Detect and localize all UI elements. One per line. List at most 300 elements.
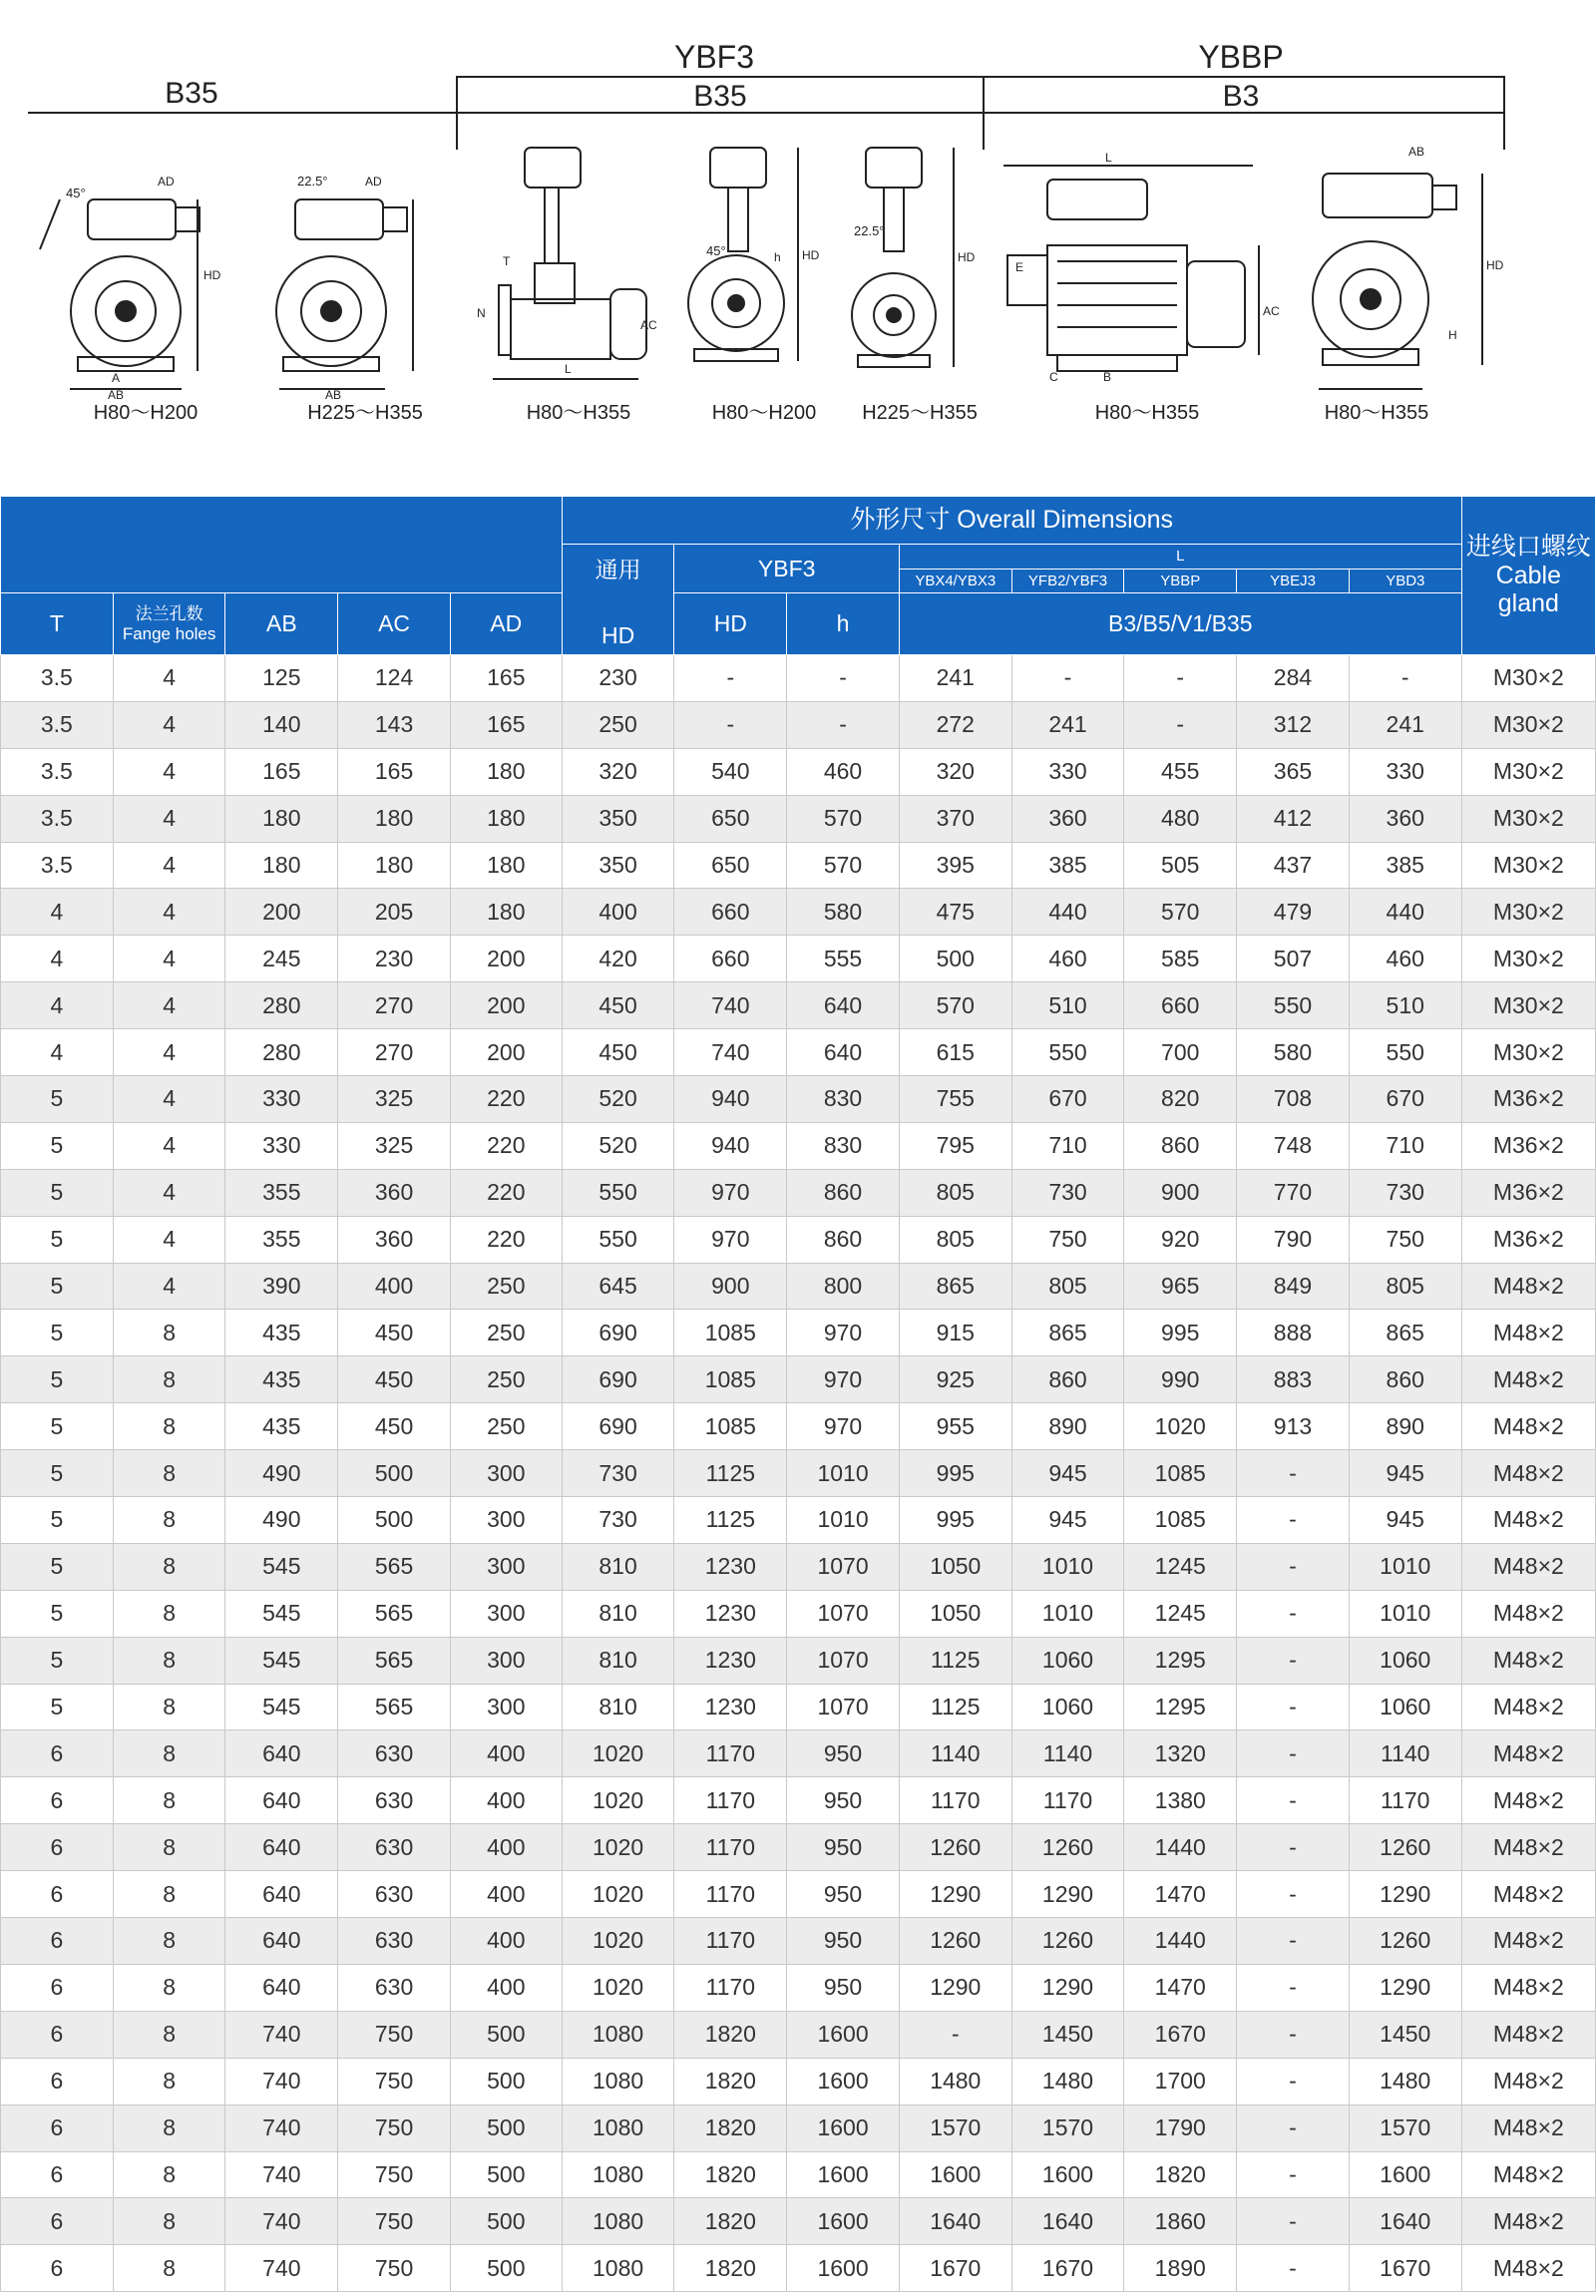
table-cell: 888 (1237, 1310, 1350, 1356)
table-row (1, 2245, 1596, 2292)
table-cell: 740 (225, 2151, 338, 2198)
table-cell: 1600 (787, 2011, 900, 2058)
table-cell: 6 (1, 2198, 114, 2245)
header-overall-dimensions: 外形尺寸 Overall Dimensions (562, 497, 1461, 545)
table-cell: 970 (674, 1169, 787, 1216)
table-cell: M48×2 (1461, 2151, 1595, 2198)
table-cell: 545 (225, 1637, 338, 1684)
dim-c-6: C (1049, 370, 1058, 384)
mount-label-b3-right: B3 (1222, 80, 1260, 113)
table-row (1, 1824, 1596, 1871)
angle-label-1: 45° (66, 186, 86, 200)
dim-ad-1: AD (158, 175, 175, 189)
end-view-h80-h200 (40, 199, 200, 389)
table-row (1, 1871, 1596, 1918)
header-h: h (787, 593, 900, 655)
table-cell: 1010 (1349, 1543, 1461, 1590)
table-cell: M36×2 (1461, 1076, 1595, 1123)
table-cell: 1020 (562, 1964, 674, 2011)
table-cell: 1480 (1011, 2058, 1124, 2105)
table-cell: 1050 (899, 1590, 1011, 1637)
table-cell: 330 (225, 1076, 338, 1123)
table-cell: 810 (562, 1543, 674, 1590)
table-cell: M48×2 (1461, 1543, 1595, 1590)
table-cell: 630 (338, 1824, 451, 1871)
table-cell: 180 (450, 842, 562, 889)
header-l-series (900, 570, 1461, 592)
table-cell: 945 (1349, 1450, 1461, 1497)
table-cell: 1010 (1011, 1590, 1124, 1637)
table-cell: 670 (1349, 1076, 1461, 1123)
table-cell: 3.5 (1, 842, 114, 889)
table-cell: 965 (1124, 1263, 1237, 1310)
table-cell: 360 (1349, 795, 1461, 842)
table-row (1, 936, 1596, 982)
table-cell: 6 (1, 2058, 114, 2105)
header-series-ybx4: YBX4/YBX3 (900, 570, 1012, 592)
table-cell: 740 (674, 982, 787, 1029)
table-cell: 1070 (787, 1543, 900, 1590)
view-caption-6: H80～H355 (1094, 402, 1200, 424)
table-cell: 630 (338, 1730, 451, 1777)
table-cell: 740 (225, 2105, 338, 2151)
table-cell: 165 (338, 748, 451, 795)
table-cell: 565 (338, 1684, 451, 1730)
table-cell: 1140 (899, 1730, 1011, 1777)
table-cell: 1085 (674, 1356, 787, 1403)
mount-label-b35-left: B35 (165, 77, 218, 110)
table-cell: 550 (1349, 1029, 1461, 1076)
table-cell: 1295 (1124, 1637, 1237, 1684)
table-cell: 241 (899, 655, 1011, 702)
view-caption-1: H80～H200 (93, 402, 199, 424)
table-cell: - (1237, 2011, 1350, 2058)
table-cell: 400 (450, 1964, 562, 2011)
table-cell: 740 (225, 2011, 338, 2058)
table-cell: 710 (1349, 1122, 1461, 1169)
table-cell: 750 (338, 2011, 451, 2058)
table-cell: 440 (1011, 889, 1124, 936)
table-cell: 1480 (1349, 2058, 1461, 2105)
table-cell: 750 (338, 2151, 451, 2198)
table-cell: 1080 (562, 2198, 674, 2245)
table-cell: 849 (1237, 1263, 1350, 1310)
table-cell: 1290 (899, 1871, 1011, 1918)
header-general (562, 545, 674, 655)
table-cell: M30×2 (1461, 748, 1595, 795)
table-cell: - (1237, 1918, 1350, 1965)
table-cell: 550 (1237, 982, 1350, 1029)
table-cell: 200 (450, 1029, 562, 1076)
table-row (1, 1684, 1596, 1730)
table-cell: 270 (338, 1029, 451, 1076)
table-cell: 5 (1, 1169, 114, 1216)
table-cell: - (899, 2011, 1011, 2058)
table-cell: 360 (1011, 795, 1124, 842)
table-cell: 320 (562, 748, 674, 795)
table-cell: 479 (1237, 889, 1350, 936)
table-cell: 640 (225, 1871, 338, 1918)
header-ab: AB (225, 593, 338, 655)
table-cell: 755 (899, 1076, 1011, 1123)
table-cell: 5 (1, 1590, 114, 1637)
table-cell: 890 (1011, 1403, 1124, 1450)
table-cell: - (787, 701, 900, 748)
end-view-h225-h355 (276, 199, 413, 389)
header-cable-gland-en: Cable gland (1495, 561, 1561, 618)
table-cell: 250 (450, 1356, 562, 1403)
table-cell: 450 (562, 1029, 674, 1076)
table-cell: 805 (899, 1169, 1011, 1216)
table-cell: 1820 (1124, 2151, 1237, 2198)
table-cell: - (674, 701, 787, 748)
table-cell: 1570 (1349, 2105, 1461, 2151)
table-cell: 500 (899, 936, 1011, 982)
table-cell: 505 (1124, 842, 1237, 889)
table-cell: M48×2 (1461, 1777, 1595, 1824)
table-cell: 205 (338, 889, 451, 936)
table-cell: 165 (450, 701, 562, 748)
table-row (1, 655, 1596, 702)
header-series-ybd3: YBD3 (1386, 573, 1425, 589)
table-cell: 630 (338, 1918, 451, 1965)
table-cell: 5 (1, 1450, 114, 1497)
table-cell: 1020 (1124, 1403, 1237, 1450)
table-cell: 1170 (674, 1777, 787, 1824)
table-cell: 1820 (674, 2105, 787, 2151)
table-cell: 6 (1, 1918, 114, 1965)
table-cell: 805 (1349, 1263, 1461, 1310)
table-cell: 1230 (674, 1637, 787, 1684)
table-cell: M48×2 (1461, 1637, 1595, 1684)
table-cell: M30×2 (1461, 936, 1595, 982)
table-cell: 650 (674, 795, 787, 842)
table-cell: 220 (450, 1076, 562, 1123)
table-cell: 1295 (1124, 1684, 1237, 1730)
table-cell: M48×2 (1461, 1310, 1595, 1356)
table-cell: 640 (787, 982, 900, 1029)
table-cell: 795 (899, 1122, 1011, 1169)
table-cell: 8 (113, 1543, 225, 1590)
table-cell: 5 (1, 1497, 114, 1544)
table-cell: 1080 (562, 2105, 674, 2151)
table-cell: 8 (113, 2011, 225, 2058)
table-cell: 500 (338, 1497, 451, 1544)
table-cell: 860 (1349, 1356, 1461, 1403)
table-cell: 945 (1349, 1497, 1461, 1544)
end-view-ybf3-h225-h355 (852, 148, 954, 367)
header-t: T (1, 593, 114, 655)
table-cell: 925 (899, 1356, 1011, 1403)
table-cell: 630 (338, 1964, 451, 2011)
table-cell: 1125 (899, 1637, 1011, 1684)
table-cell: 660 (674, 936, 787, 982)
table-cell: 730 (562, 1450, 674, 1497)
table-cell: 325 (338, 1076, 451, 1123)
dim-l-6: L (1105, 151, 1112, 165)
table-cell: 550 (562, 1169, 674, 1216)
dim-ab-1: AB (108, 388, 125, 402)
table-cell: 690 (562, 1356, 674, 1403)
table-cell: 900 (674, 1263, 787, 1310)
table-cell: 4 (113, 1076, 225, 1123)
angle-label-5: 22.5° (854, 223, 885, 238)
table-cell: 6 (1, 1964, 114, 2011)
table-cell: 1080 (562, 2058, 674, 2105)
table-cell: 500 (450, 2198, 562, 2245)
table-cell: - (1237, 1637, 1350, 1684)
table-cell: 350 (562, 795, 674, 842)
table-cell: 860 (1011, 1356, 1124, 1403)
table-cell: 450 (338, 1356, 451, 1403)
table-cell: - (1237, 1450, 1350, 1497)
table-cell: 1290 (1349, 1871, 1461, 1918)
table-cell: 1600 (1011, 2151, 1124, 2198)
table-cell: 450 (338, 1310, 451, 1356)
table-cell: 630 (338, 1777, 451, 1824)
dim-t-3: T (503, 254, 511, 268)
table-cell: 8 (113, 1871, 225, 1918)
table-cell: 5 (1, 1076, 114, 1123)
table-cell: 550 (1011, 1029, 1124, 1076)
table-cell: 810 (562, 1684, 674, 1730)
table-cell: 1020 (562, 1824, 674, 1871)
table-cell: 8 (113, 2058, 225, 2105)
table-cell: 645 (562, 1263, 674, 1310)
table-cell: 630 (338, 1871, 451, 1918)
table-cell: 4 (1, 982, 114, 1029)
table-cell: 412 (1237, 795, 1350, 842)
table-cell: 125 (225, 655, 338, 702)
table-cell: 660 (1124, 982, 1237, 1029)
table-cell: M48×2 (1461, 1964, 1595, 2011)
table-cell: 710 (1011, 1122, 1124, 1169)
table-cell: 460 (1349, 936, 1461, 982)
table-cell: 360 (338, 1216, 451, 1263)
table-cell: 400 (450, 1777, 562, 1824)
table-cell: 640 (225, 1824, 338, 1871)
table-cell: 330 (1011, 748, 1124, 795)
table-cell: M48×2 (1461, 1918, 1595, 1965)
table-cell: 730 (562, 1497, 674, 1544)
table-cell: 6 (1, 1730, 114, 1777)
table-cell: 640 (225, 1964, 338, 2011)
table-cell: 510 (1011, 982, 1124, 1029)
table-cell: - (674, 655, 787, 702)
table-cell: - (1237, 1824, 1350, 1871)
table-cell: 284 (1237, 655, 1350, 702)
table-cell: 8 (113, 1356, 225, 1403)
table-cell: 540 (674, 748, 787, 795)
table-cell: 180 (338, 842, 451, 889)
table-cell: 860 (787, 1216, 900, 1263)
table-cell: 1230 (674, 1684, 787, 1730)
dim-ac-6: AC (1263, 304, 1280, 318)
dim-hd-7: HD (1486, 258, 1504, 272)
table-cell: 500 (450, 2151, 562, 2198)
table-cell: 1640 (899, 2198, 1011, 2245)
table-cell: 180 (450, 748, 562, 795)
table-cell: 490 (225, 1450, 338, 1497)
table-cell: 400 (450, 1871, 562, 1918)
table-row (1, 2058, 1596, 2105)
table-cell: 460 (787, 748, 900, 795)
table-cell: 1085 (674, 1310, 787, 1356)
table-cell: M48×2 (1461, 2105, 1595, 2151)
table-cell: 435 (225, 1310, 338, 1356)
table-cell: 580 (787, 889, 900, 936)
table-cell: 950 (787, 1730, 900, 1777)
table-cell: 4 (113, 1169, 225, 1216)
header-flange-holes (113, 593, 225, 655)
table-row (1, 1356, 1596, 1403)
dim-ac-3: AC (640, 318, 657, 332)
table-cell: 4 (113, 1122, 225, 1169)
table-cell: M30×2 (1461, 842, 1595, 889)
table-cell: 970 (787, 1403, 900, 1450)
table-cell: 1290 (899, 1964, 1011, 2011)
table-cell: 740 (674, 1029, 787, 1076)
table-cell: 5 (1, 1637, 114, 1684)
table-cell: 180 (225, 795, 338, 842)
table-cell: 1640 (1011, 2198, 1124, 2245)
table-cell: 8 (113, 1450, 225, 1497)
dim-ad-2: AD (365, 175, 382, 189)
table-cell: 1600 (787, 2245, 900, 2292)
dim-h-small-4: h (774, 250, 781, 264)
table-cell: M36×2 (1461, 1216, 1595, 1263)
table-cell: 5 (1, 1403, 114, 1450)
table-cell: M48×2 (1461, 1450, 1595, 1497)
table-cell: 913 (1237, 1403, 1350, 1450)
table-cell: 124 (338, 655, 451, 702)
table-cell: 1600 (787, 2151, 900, 2198)
table-cell: 4 (113, 889, 225, 936)
table-cell: 1020 (562, 1871, 674, 1918)
table-cell: 810 (562, 1590, 674, 1637)
table-row (1, 1543, 1596, 1590)
table-cell: 400 (450, 1824, 562, 1871)
table-cell: 945 (1011, 1450, 1124, 1497)
table-row (1, 1403, 1596, 1450)
table-cell: 1320 (1124, 1730, 1237, 1777)
table-cell: M48×2 (1461, 2245, 1595, 2292)
table-cell: 1860 (1124, 2198, 1237, 2245)
table-cell: 455 (1124, 748, 1237, 795)
table-cell: 770 (1237, 1169, 1350, 1216)
table-cell: 640 (225, 1918, 338, 1965)
table-cell: 4 (113, 1216, 225, 1263)
table-cell: - (1237, 1590, 1350, 1637)
table-cell: 360 (338, 1169, 451, 1216)
table-cell: 1060 (1011, 1684, 1124, 1730)
table-row (1, 1590, 1596, 1637)
table-cell: 950 (787, 1918, 900, 1965)
table-cell: 325 (338, 1122, 451, 1169)
view-caption-3: H80～H355 (526, 402, 631, 424)
table-cell: - (1237, 1497, 1350, 1544)
table-cell: 805 (1011, 1263, 1124, 1310)
dimension-table (0, 496, 1596, 2292)
table-cell: 4 (113, 842, 225, 889)
table-cell: 8 (113, 1964, 225, 2011)
table-cell: 250 (450, 1310, 562, 1356)
table-cell: 1640 (1349, 2198, 1461, 2245)
table-cell: 1820 (674, 2198, 787, 2245)
table-cell: 500 (450, 2245, 562, 2292)
table-cell: 750 (338, 2105, 451, 2151)
table-cell: 1440 (1124, 1918, 1237, 1965)
table-cell: 1230 (674, 1543, 787, 1590)
table-cell: 995 (899, 1497, 1011, 1544)
table-row (1, 1497, 1596, 1544)
table-cell: 860 (787, 1169, 900, 1216)
table-cell: 900 (1124, 1169, 1237, 1216)
table-row (1, 748, 1596, 795)
table-cell: 1670 (1124, 2011, 1237, 2058)
header-ybf3: YBF3 (674, 545, 899, 593)
table-cell: 1290 (1011, 1964, 1124, 2011)
table-cell: 400 (450, 1918, 562, 1965)
table-cell: 6 (1, 2011, 114, 2058)
table-cell: 3.5 (1, 655, 114, 702)
table-cell: 8 (113, 2198, 225, 2245)
table-cell: 570 (787, 795, 900, 842)
table-cell: 570 (1124, 889, 1237, 936)
table-cell: M30×2 (1461, 655, 1595, 702)
table-cell: M48×2 (1461, 2198, 1595, 2245)
view-caption-7: H80～H355 (1324, 402, 1429, 424)
dim-hd-1: HD (203, 268, 221, 282)
mount-label-b35-mid: B35 (693, 80, 747, 113)
table-cell: 740 (225, 2058, 338, 2105)
table-cell: 865 (1349, 1310, 1461, 1356)
table-cell: 615 (899, 1029, 1011, 1076)
table-cell: 3.5 (1, 748, 114, 795)
header-series-ybej3: YBEJ3 (1237, 570, 1350, 592)
table-cell: 750 (1349, 1216, 1461, 1263)
table-row (1, 1216, 1596, 1263)
table-cell: 6 (1, 1777, 114, 1824)
angle-label-4: 45° (706, 243, 726, 258)
table-cell: - (1237, 2105, 1350, 2151)
table-cell: 890 (1349, 1403, 1461, 1450)
dim-ab-2: AB (325, 388, 342, 402)
table-row (1, 1918, 1596, 1965)
table-cell: 180 (450, 889, 562, 936)
table-cell: M30×2 (1461, 1029, 1595, 1076)
table-cell: M36×2 (1461, 1122, 1595, 1169)
series-label-ybbp: YBBP (1198, 39, 1284, 75)
table-cell: 1470 (1124, 1871, 1237, 1918)
header-series-yfb2: YFB2/YBF3 (1012, 570, 1125, 592)
table-cell: 200 (450, 982, 562, 1029)
table-cell: - (1237, 1684, 1350, 1730)
table-cell: M36×2 (1461, 1169, 1595, 1216)
view-caption-2: H225～H355 (307, 402, 423, 424)
table-row (1, 795, 1596, 842)
table-cell: 330 (225, 1122, 338, 1169)
table-cell: 1260 (1011, 1918, 1124, 1965)
table-cell: 1010 (787, 1497, 900, 1544)
table-cell: 945 (1011, 1497, 1124, 1544)
table-cell: - (1237, 1543, 1350, 1590)
table-row (1, 2011, 1596, 2058)
table-cell: 8 (113, 2151, 225, 2198)
table-cell: 1170 (674, 1871, 787, 1918)
table-cell: M48×2 (1461, 1356, 1595, 1403)
table-cell: 883 (1237, 1356, 1350, 1403)
